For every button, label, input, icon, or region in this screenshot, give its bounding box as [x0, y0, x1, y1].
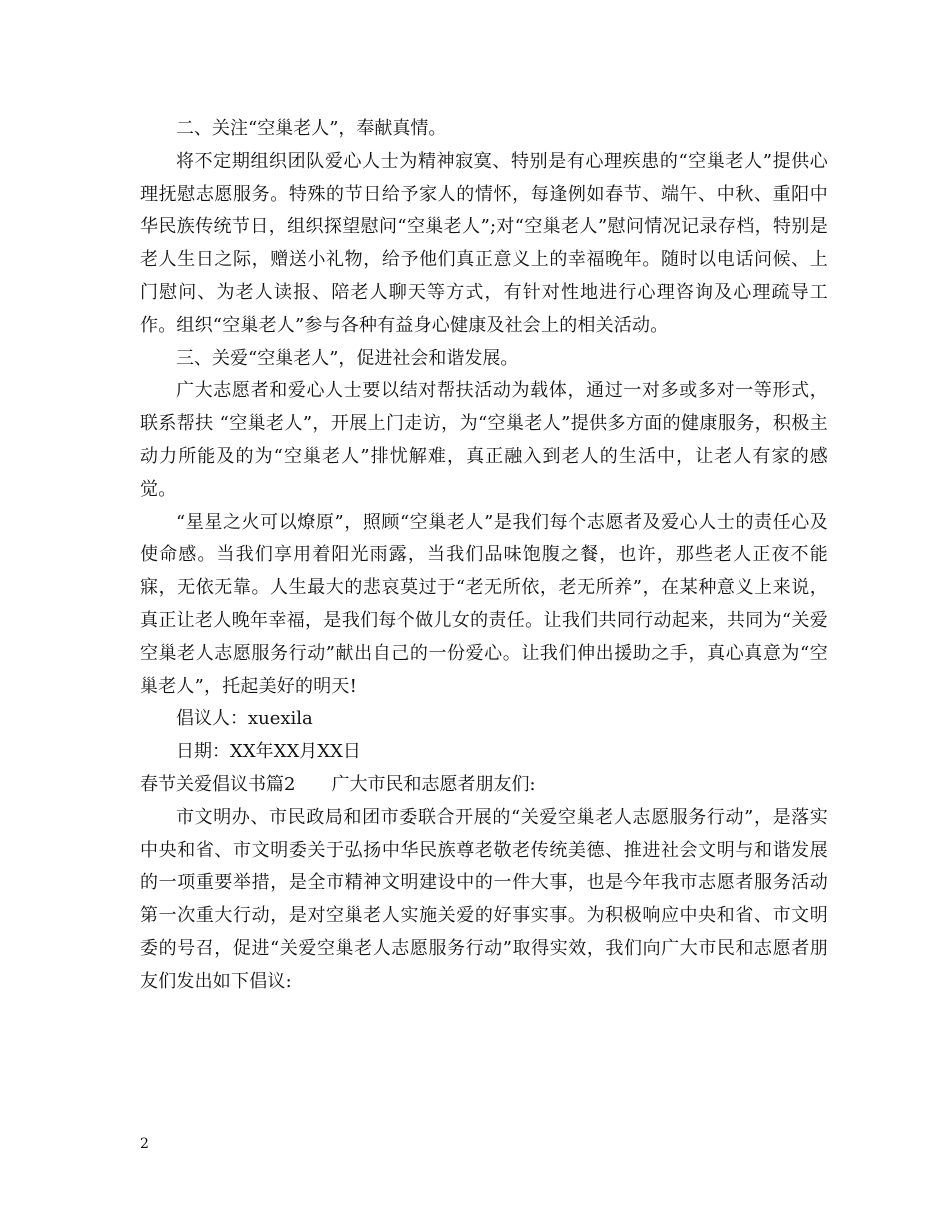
paragraph-call-to-action: “星星之火可以燎原”，照顾“空巢老人”是我们每个志愿者及爱心人士的责任心及使命感。当我们享用着阳光雨露，当我们品味饱腹之餐，也许，那些老人正夜不能寐，无依无靠。人生最大的悲哀莫过于“老无所依，老无所养”，在某种意义上来说，真正让老人晚年幸福，是我们每个做儿女的责任。让我们共同行动起来，共同为“关爱空巢老人志愿服务行动”献出自己的一份爱心。让我们伸出援助之手，真心真意为“空巢老人”，托起美好的明天!: [140, 511, 828, 697]
page-number: 2: [140, 1136, 149, 1152]
document-body: [140, 113, 828, 999]
paragraph-care-visits: 将不定期组织团队爱心人士为精神寂寞、特别是有心理疾患的“空巢老人”提供心理抚慰志愿服务。特殊的节日给予家人的情怀，每逢例如春节、端午、中秋、重阳中华民族传统节日，组织探望慰问“空巢老人”;对“空巢老人”慰问情况记录存档，特别是老人生日之际，赠送小礼物，给予他们真正意义上的幸福晚年。随时以电话问候、上门慰问、为老人读报、陪老人聊天等方式，有针对性地进行心理咨询及心理疏导工作。组织“空巢老人”参与各种有益身心健康及社会上的相关活动。: [140, 150, 828, 336]
section-title: 春节关爱倡议书篇2: [140, 773, 296, 795]
date-line: 日期：XX年XX月XX日: [176, 741, 361, 763]
paragraph-initiative-intro: 市文明办、市民政局和团市委联合开展的“关爱空巢老人志愿服务行动”，是落实中央和省、市文明委关于弘扬中华民族尊老敬老传统美德、推进社会文明与和谐发展的一项重要举措，是全市精神文明建设中的一件大事，也是今年我市志愿者服务活动第一次重大行动，是对空巢老人实施关爱的好事实事。为积极响应中央和省、市文明委的号召，促进“关爱空巢老人志愿服务行动”取得实效，我们向广大市民和志愿者朋友们发出如下倡议:: [140, 806, 828, 992]
section-greeting: 广大市民和志愿者朋友们:: [331, 773, 536, 795]
proposer-line: 倡议人：xuexila: [176, 708, 313, 730]
section-heading-2: 二、关注“空巢老人”，奉献真情。: [176, 118, 447, 139]
section-heading-3: 三、关爱“空巢老人”，促进社会和谐发展。: [176, 347, 519, 369]
section-title-line: [140, 769, 828, 802]
paragraph-volunteer-support: 广大志愿者和爱心人士要以结对帮扶活动为载体，通过一对多或多对一等形式，联系帮扶 “空巢老人”，开展上门走访，为“空巢老人”提供多方面的健康服务，积极主动力所能及的为“空巢老人”排忧解难，真正融入到老人的生活中，让老人有家的感觉。: [140, 380, 828, 500]
